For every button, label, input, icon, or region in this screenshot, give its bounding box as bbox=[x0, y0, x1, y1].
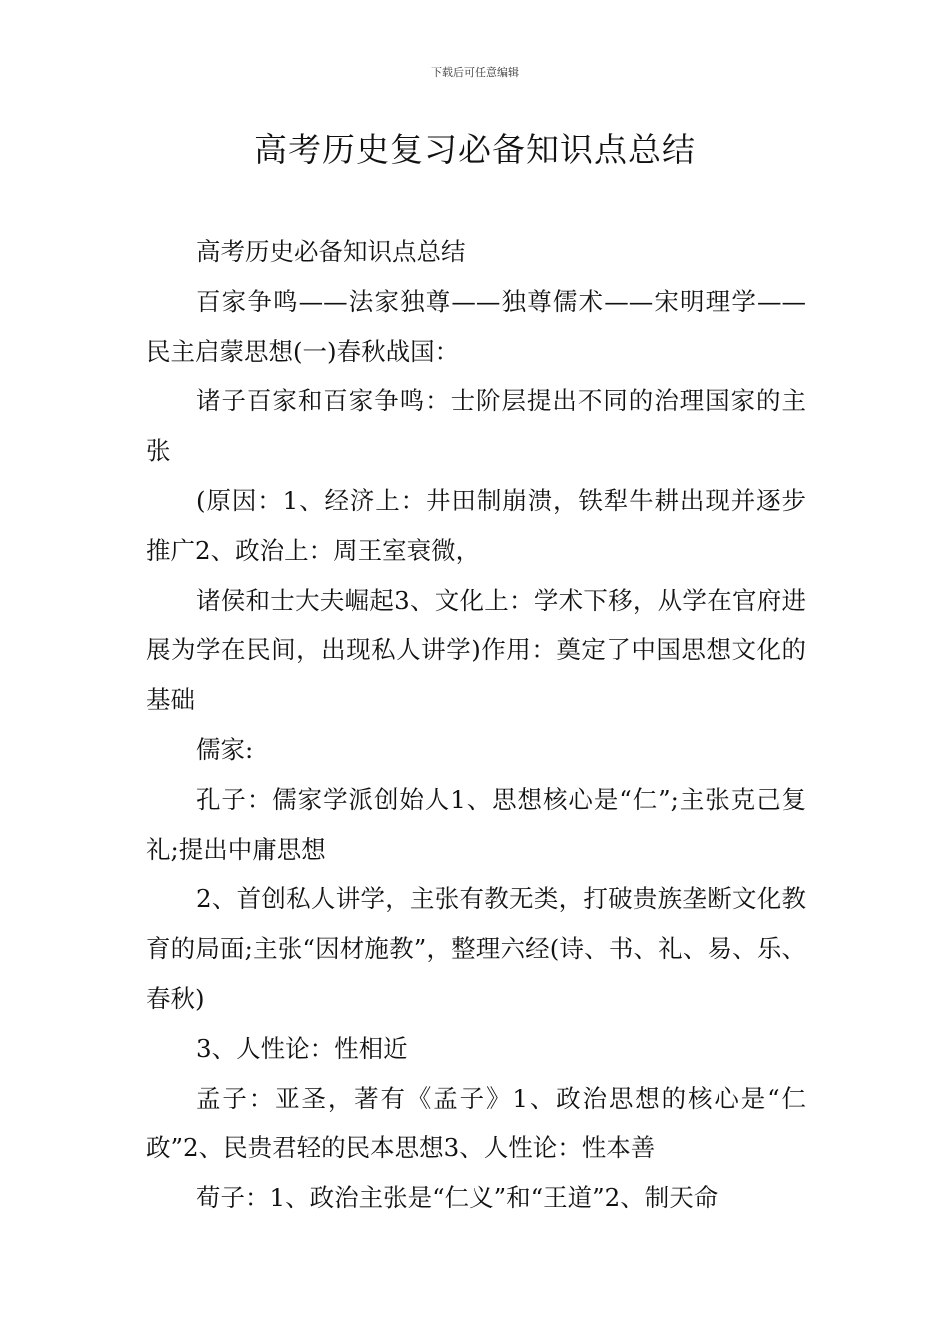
paragraph: 儒家: bbox=[196, 734, 254, 764]
document-body bbox=[146, 227, 806, 1223]
header-note: 下载后可任意编辑 bbox=[431, 66, 519, 79]
paragraph: 3、人性论：性相近 bbox=[196, 1033, 408, 1063]
paragraph: 孟子：亚圣，著有《孟子》1、政治思想的核心是“仁政”2、民贵君轻的民本思想3、人性论：性本善 bbox=[146, 1083, 806, 1163]
paragraph: 孔子：儒家学派创始人1、思想核心是“仁”;主张克己复礼;提出中庸思想 bbox=[146, 784, 806, 864]
paragraph: 诸侯和士大夫崛起3、文化上：学术下移，从学在官府进展为学在民间，出现私人讲学)作用：奠定了中国思想文化的基础 bbox=[146, 585, 806, 715]
paragraph: 荀子：1、政治主张是“仁义”和“王道”2、制天命 bbox=[196, 1183, 719, 1213]
paragraph: (原因：1、经济上：井田制崩溃，铁犁牛耕出现并逐步推广2、政治上：周王室衰微， bbox=[146, 485, 806, 565]
paragraph: 高考历史必备知识点总结 bbox=[196, 237, 466, 266]
document-title: 高考历史复习必备知识点总结 bbox=[254, 130, 696, 169]
paragraph: 百家争鸣——法家独尊——独尊儒术——宋明理学——民主启蒙思想(一)春秋战国： bbox=[146, 286, 806, 366]
paragraph: 2、首创私人讲学，主张有教无类，打破贵族垄断文化教育的局面;主张“因材施教”，整理六经(诗、书、礼、易、乐、春秋) bbox=[146, 884, 806, 1013]
paragraph: 诸子百家和百家争鸣：士阶层提出不同的治理国家的主张 bbox=[146, 386, 806, 466]
